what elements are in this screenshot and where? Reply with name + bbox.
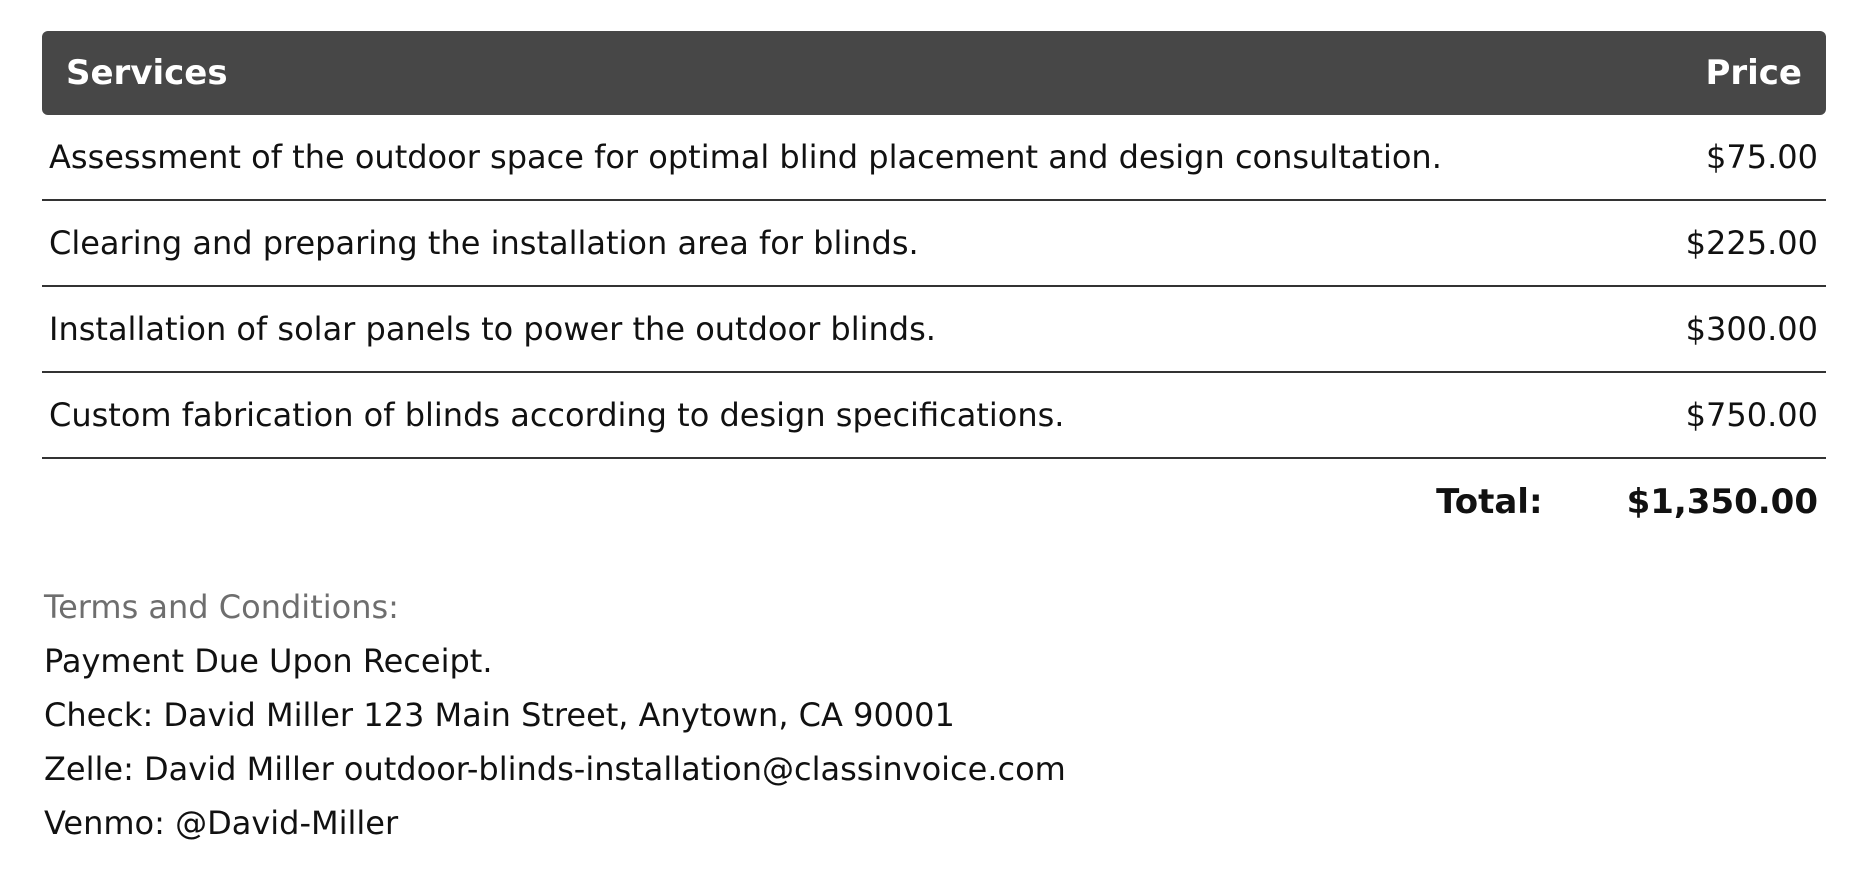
service-price: $300.00 (1685, 310, 1818, 348)
service-description: Assessment of the outdoor space for optimal blind placement and design consultation. (49, 138, 1442, 176)
price-column-header: Price (1705, 53, 1802, 93)
service-price: $75.00 (1706, 138, 1818, 176)
total-row (42, 459, 1826, 545)
table-row (42, 373, 1826, 459)
terms-line-check: Check: David Miller 123 Main Street, Anytown, CA 90001 (44, 696, 955, 734)
service-price: $750.00 (1685, 396, 1818, 434)
service-description: Installation of solar panels to power the outdoor blinds. (49, 310, 936, 348)
service-description: Custom fabrication of blinds according to design specifications. (49, 396, 1065, 434)
terms-line-venmo: Venmo: @David-Miller (44, 804, 399, 842)
total-label: Total: (1436, 482, 1543, 522)
terms-title: Terms and Conditions: (44, 588, 399, 626)
services-column-header: Services (66, 53, 228, 93)
service-price: $225.00 (1685, 224, 1818, 262)
total-value: $1,350.00 (1626, 482, 1818, 522)
terms-line-zelle: Zelle: David Miller outdoor-blinds-installation@classinvoice.com (44, 750, 1066, 788)
table-header (42, 31, 1826, 115)
terms-section (44, 580, 1066, 850)
table-row (42, 287, 1826, 373)
service-description: Clearing and preparing the installation area for blinds. (49, 224, 919, 262)
table-row (42, 115, 1826, 201)
terms-line-payment: Payment Due Upon Receipt. (44, 642, 493, 680)
services-table (42, 31, 1826, 545)
table-row (42, 201, 1826, 287)
